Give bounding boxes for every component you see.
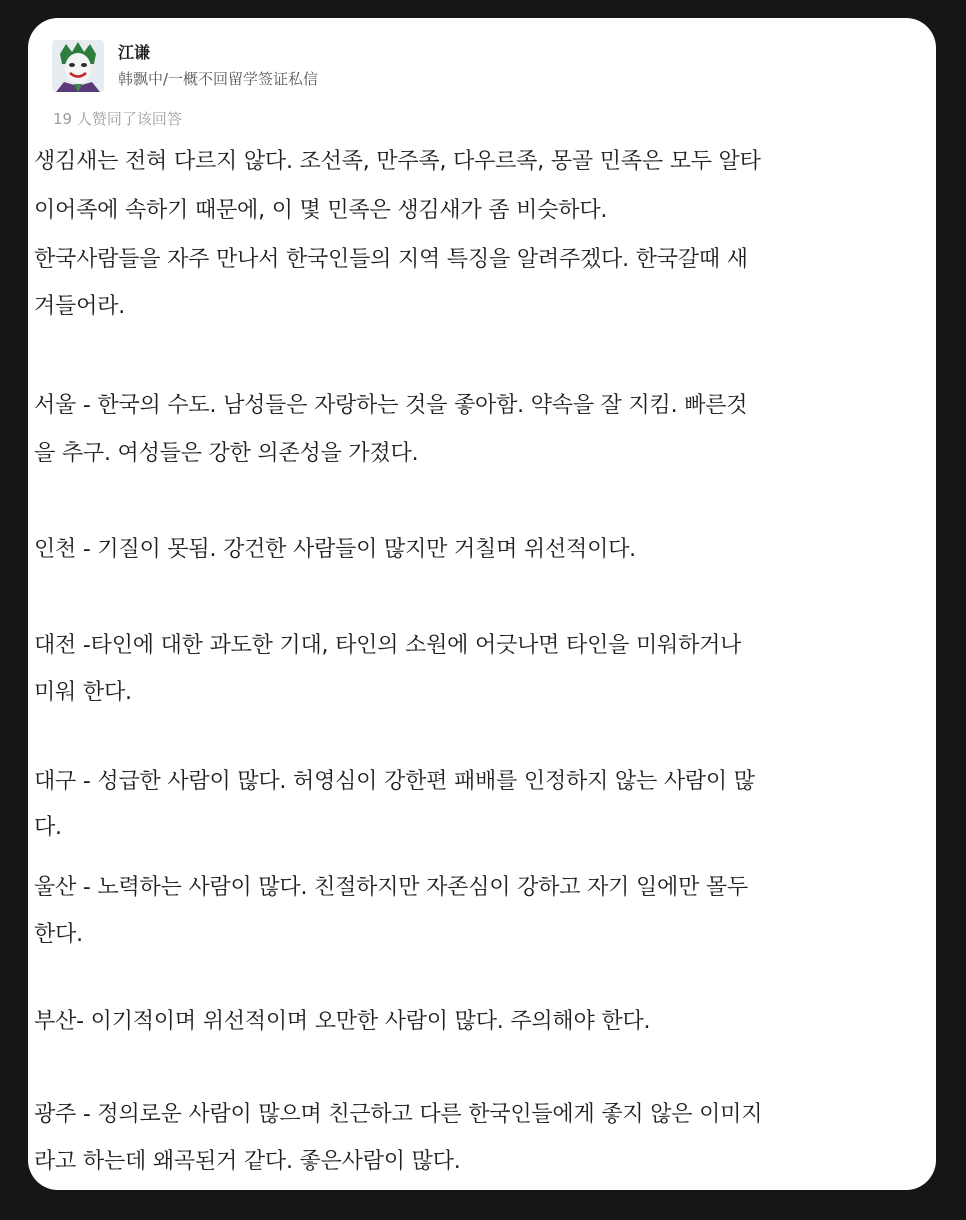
answer-line: 생김새는 전혀 다르지 않다. 조선족, 만주족, 다우르족, 몽골 민족은 모두 알타 [34, 149, 761, 174]
answer-line: 이어족에 속하기 때문에, 이 몇 민족은 생김새가 좀 비슷하다. [34, 198, 608, 223]
answer-line: 울산 - 노력하는 사람이 많다. 친절하지만 자존심이 강하고 자기 일에만 몰두 [34, 875, 749, 900]
answer-line: 광주 - 정의로운 사람이 많으며 친근하고 다른 한국인들에게 좋지 않은 이미지 [34, 1102, 763, 1127]
answer-line: 다. [34, 815, 62, 840]
answer-line: 부산- 이기적이며 위선적이며 오만한 사람이 많다. 주의해야 한다. [34, 1009, 651, 1034]
author-bio: 韩飘中/一概不回留学签证私信 [118, 70, 319, 88]
author-name[interactable]: 江谦 [118, 43, 151, 62]
vote-count: 19 人赞同了该回答 [53, 110, 182, 128]
answer-line: 겨들어라. [34, 294, 126, 319]
answer-card [28, 18, 936, 1190]
answer-line: 대전 -타인에 대한 과도한 기대, 타인의 소원에 어긋나면 타인을 미워하거나 [34, 633, 742, 658]
answer-line: 서울 - 한국의 수도. 남성들은 자랑하는 것을 좋아함. 약속을 잘 지킴. 빠른것 [34, 393, 748, 418]
answer-line: 대구 - 성급한 사람이 많다. 허영심이 강한편 패배를 인정하지 않는 사람이 많 [34, 769, 755, 794]
answer-line: 미워 한다. [34, 680, 132, 705]
answer-line: 인천 - 기질이 못됨. 강건한 사람들이 많지만 거칠며 위선적이다. [34, 537, 636, 562]
answer-line: 한국사람들을 자주 만나서 한국인들의 지역 특징을 알려주겠다. 한국갈때 새 [34, 247, 748, 272]
answer-line: 라고 하는데 왜곡된거 같다. 좋은사람이 많다. [34, 1149, 461, 1174]
answer-line: 한다. [34, 922, 83, 947]
joker-avatar-icon[interactable] [52, 40, 104, 92]
answer-line: 을 추구. 여성들은 강한 의존성을 가졌다. [34, 441, 419, 466]
